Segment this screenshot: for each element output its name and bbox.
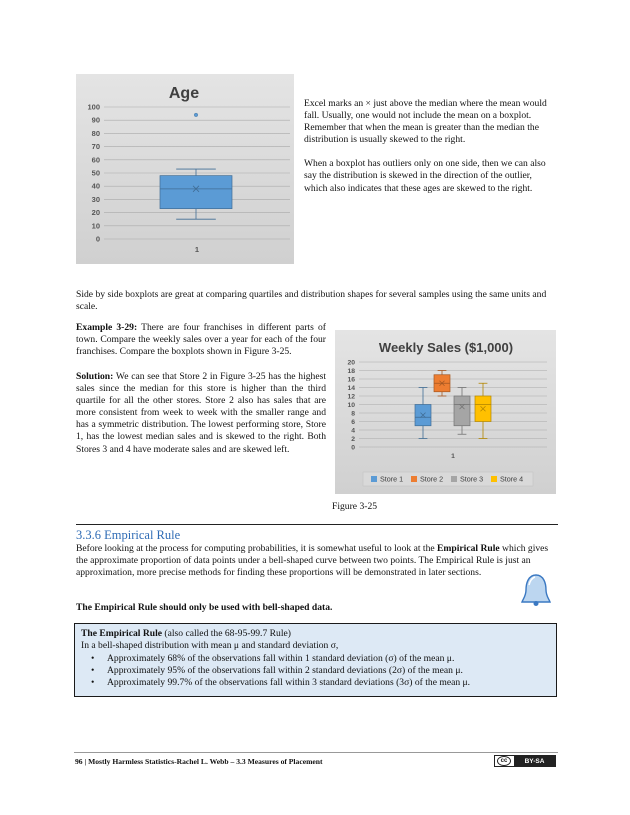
section-intro (76, 543, 558, 579)
legend-label: Store 3 (460, 474, 484, 484)
empirical-rule-box (74, 623, 557, 697)
x-category-label: 1 (194, 245, 200, 254)
solution-text: We can see that Store 2 in Figure 3-25 has the highest sales since the median for this store is higher than the third quartile for all the other stores. Store 2 also has sales that are more consistent from week to week with the smaller range and has a symmetric distribution. The lowest performing store, Store 1, has the lowest median sales and is skewed to the right. Both Stores 3 and 4 have moderate sales and are skewed left. (76, 371, 326, 455)
y-tick-label: 4 (351, 427, 355, 435)
footer-text: 96 | Mostly Harmless Statistics-Rachel L. Webb – 3.3 Measures of Placement (75, 757, 323, 766)
outlier-point (194, 113, 198, 117)
empirical-rule-intro: In a bell-shaped distribution with mean μ and standard deviation σ, (81, 640, 339, 652)
empirical-rule-list (81, 653, 550, 689)
y-tick-label: 0 (95, 234, 100, 244)
side-by-side-paragraph: Side by side boxplots are great at comparing quartiles and distribution shapes for several samples using the same units and scale. (76, 289, 547, 313)
y-tick-label: 8 (351, 410, 355, 418)
y-tick-label: 6 (351, 419, 355, 426)
intro-bold: Empirical Rule (437, 543, 500, 554)
y-tick-label: 14 (347, 385, 355, 392)
boxplot-note-outliers: When a boxplot has outliers only on one side, then we can also say the distribution is skewed in the direction of the outlier, which also indicates that these ages are skewed to the right. (304, 158, 546, 194)
legend-swatch (491, 476, 497, 482)
y-tick-label: 60 (91, 155, 100, 165)
y-tick-label: 100 (87, 102, 100, 112)
legend-swatch (411, 476, 417, 482)
empirical-rule-title-bold: The Empirical Rule (81, 628, 163, 639)
bell-icon (518, 572, 554, 608)
weekly-sales-svg (335, 330, 556, 494)
example-label: Example 3-29: (76, 322, 138, 333)
example-text: There are four franchises in different parts of town. Compare the weekly sales over a year for each of the four franchises. Compare the boxplots shown in Figure 3-25. (76, 322, 326, 358)
y-tick-label: 40 (91, 181, 100, 191)
section-heading: 3.3.6 Empirical Rule (76, 528, 181, 542)
box (160, 176, 232, 209)
footer-rule (74, 752, 558, 753)
y-tick-label: 70 (91, 142, 100, 152)
legend-label: Store 1 (380, 474, 404, 484)
empirical-rule-95: • Approximately 95% of the observations fall within 2 standard deviations (2σ) of the mean μ. (81, 665, 550, 677)
legend-label: Store 4 (500, 474, 524, 484)
chart-title: Weekly Sales ($1,000) (378, 340, 514, 355)
y-tick-label: 20 (91, 208, 100, 218)
y-tick-label: 80 (91, 128, 100, 138)
cc-license-badge[interactable] (494, 755, 556, 767)
legend-swatch (451, 476, 457, 482)
intro-part-1: Before looking at the process for computing probabilities, it is somewhat useful to look at the (76, 543, 438, 554)
age-boxplot-svg (76, 74, 294, 264)
section-divider (76, 524, 558, 525)
y-tick-label: 10 (91, 221, 100, 231)
intro-part-2: which gives the approximate proportion of data points under a bell-shaped curve between two points. The Empirical Rule is just an approximation, more precise methods for finding these proportions will be demonstrated in later sections. (76, 543, 549, 579)
box (454, 396, 470, 426)
y-tick-label: 0 (351, 444, 355, 452)
boxplot-note-mean: Excel marks an × just above the median where the mean would fall. Usually, one would not include the mean on a boxplot. Remember that when the mean is greater than the median the distribution is usually skewed to the right. (304, 98, 547, 146)
y-tick-label: 50 (91, 168, 100, 178)
x-category-label: 1 (451, 453, 455, 460)
y-tick-label: 12 (347, 393, 355, 401)
license-label: BY-SA (514, 756, 555, 766)
example-3-29 (76, 322, 326, 358)
y-tick-label: 30 (91, 194, 100, 204)
age-boxplot-chart (76, 74, 294, 264)
figure-caption: Figure 3-25 (332, 501, 378, 512)
empirical-rule-title-suffix: (also called the 68-95-99.7 Rule) (162, 628, 291, 639)
chart-title: Age (168, 85, 200, 102)
y-tick-label: 16 (347, 376, 355, 384)
empirical-rule-68: • Approximately 68% of the observations fall within 1 standard deviation (σ) of the mean μ. (81, 653, 550, 665)
y-tick-label: 90 (91, 115, 100, 125)
solution-label: Solution: (76, 371, 114, 382)
y-tick-label: 10 (347, 402, 355, 409)
solution (76, 371, 326, 456)
y-tick-label: 2 (351, 436, 355, 443)
legend-swatch (371, 476, 377, 482)
cc-icon: cc (497, 756, 511, 766)
legend-label: Store 2 (420, 474, 444, 484)
boxplot-note (304, 98, 548, 195)
y-tick-label: 20 (347, 359, 355, 367)
y-tick-label: 18 (347, 368, 355, 375)
empirical-rule-title (81, 628, 550, 640)
weekly-sales-chart (335, 330, 556, 494)
bell-shaped-warning: The Empirical Rule should only be used with bell-shaped data. (76, 602, 333, 613)
empirical-rule-997: • Approximately 99.7% of the observations fall within 3 standard deviations (3σ) of the mean μ. (81, 677, 550, 689)
